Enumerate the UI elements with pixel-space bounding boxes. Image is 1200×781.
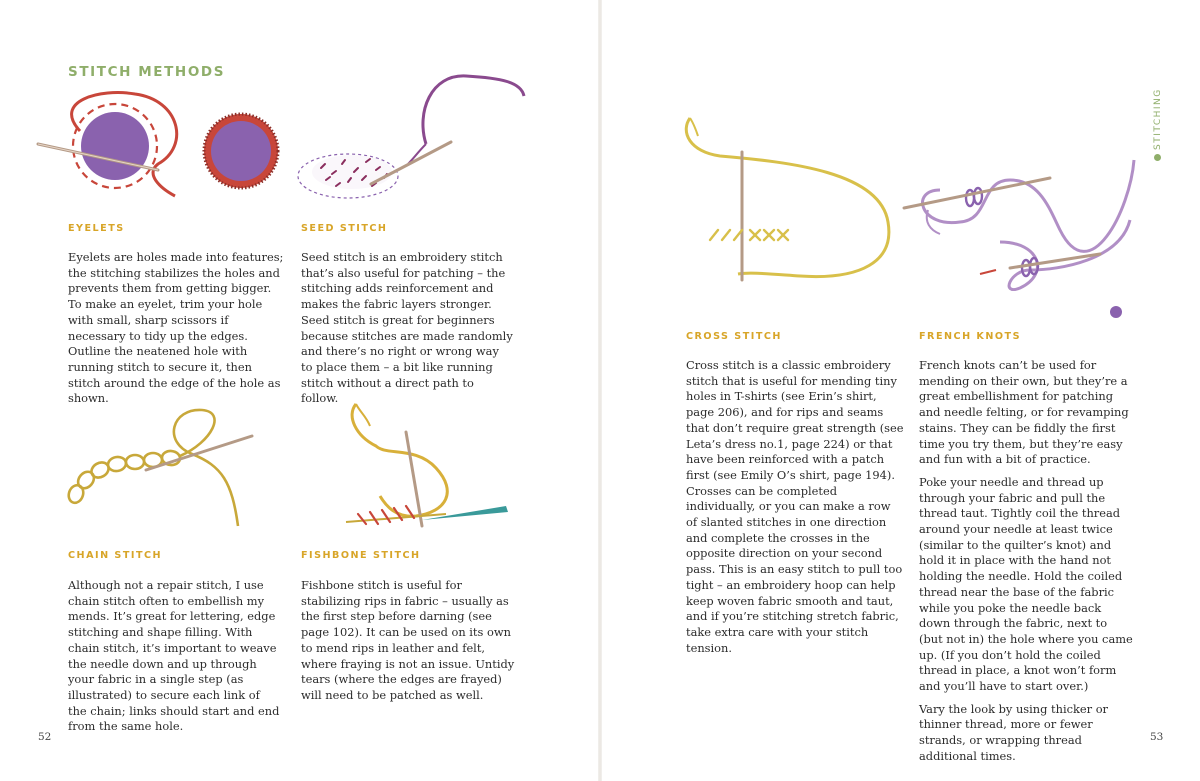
french-knots-paragraph: French knots can’t be used for mending on their own, but they’re a great embellishment for patching and needle felting, or for revamping stains. They can be fiddly the first time you try them, but they’re easy and fun with a bit of practice.	[919, 358, 1129, 467]
french-knots-heading: FRENCH KNOTS	[919, 331, 1022, 342]
running-head-dot	[1154, 154, 1161, 161]
cross-stitch-heading: CROSS STITCH	[686, 331, 782, 342]
fishbone-heading: FISHBONE STITCH	[301, 550, 421, 561]
chain-stitch-heading: CHAIN STITCH	[68, 550, 163, 561]
section-title: STITCH METHODS	[68, 64, 226, 80]
seed-stitch-text: Seed stitch is an embroidery stitch that’s also useful for patching – the stitching adds reinforcement and makes the fabric layers stronger. Seed stitch is great for beginners because stitches are made randomly and there’s no right or wrong way to place them – a bit like running stitch without a direct path to follow.	[301, 250, 513, 406]
right-page-number: 53	[1150, 731, 1164, 743]
fishbone-illustration	[326, 396, 526, 536]
running-head	[1151, 66, 1163, 156]
french-knots-paragraph: Poke your needle and thread up through your fabric and pull the thread taut. Tightly coil the thread around your needle at least twice (similar to the quilter’s knot) and hold it in place with the hand not holding the needle. Hold the coiled thread near the base of the fabric while you poke the needle back down through the fabric, next to (but not in) the hole where you came up. (If you don’t hold the coiled thread in place, a knot won’t form and you’ll have to start over.)	[919, 474, 1133, 694]
french-knots-paragraph: Vary the look by using thicker or thinner thread, more or fewer strands, or wrapping thread additional times.	[919, 701, 1108, 763]
cross-stitch-text: Cross stitch is a classic embroidery stitch that is useful for mending tiny holes in T-shirts (see Erin’s shirt, page 206), and for rips and seams that don’t require great strength (see Leta’s dress no.1, page 224) or that have been reinforced with a patch first (see Emily O’s shirt, page 194). Crosses can be completed individually, or you can make a row of slanted stitches in one direction and complete the crosses in the opposite direction on your second pass. This is an easy stitch to pull too tight – an embroidery hoop can help keep woven fabric smooth and taut, and if you’re stitching stretch fabric, take extra care with your stitch tension.	[686, 358, 904, 655]
eyelets-heading: EYELETS	[68, 223, 125, 234]
eyelets-text: Eyelets are holes made into features; the stitching stabilizes the holes and prevents them from getting bigger. To make an eyelet, trim your hole with small, sharp scissors if necessary to tidy up the edges. Outline the neatened hole with running stitch to secure it, then stitch around the edge of the hole as shown.	[68, 250, 284, 406]
left-page-number: 52	[38, 731, 52, 743]
chain-stitch-text: Although not a repair stitch, I use chain stitch often to embellish my mends. It’s great for lettering, edge stitching and shape filling. With chain stitch, it’s important to weave the needle down and up through your fabric in a single step (as illustrated) to secure each link of the chain; links should start and end from the same hole.	[68, 578, 280, 734]
cross-stitch-illustration	[680, 112, 910, 284]
page-gutter	[598, 0, 602, 781]
eyelets-illustration	[30, 86, 280, 206]
fishbone-text: Fishbone stitch is useful for stabilizing rips in fabric – usually as the first step before darning (see page 102). It can be used on its own to mend rips in leather and felt, where fraying is not an issue. Untidy tears (where the edges are frayed) will need to be patched as well.	[301, 578, 515, 702]
french-knots-text	[919, 358, 1133, 772]
french-knots-illustration	[900, 150, 1140, 320]
chain-stitch-illustration	[62, 402, 262, 527]
seed-stitch-illustration	[296, 72, 536, 202]
seed-stitch-heading: SEED STITCH	[301, 223, 388, 234]
running-head-label: STITCHING	[1153, 88, 1163, 150]
